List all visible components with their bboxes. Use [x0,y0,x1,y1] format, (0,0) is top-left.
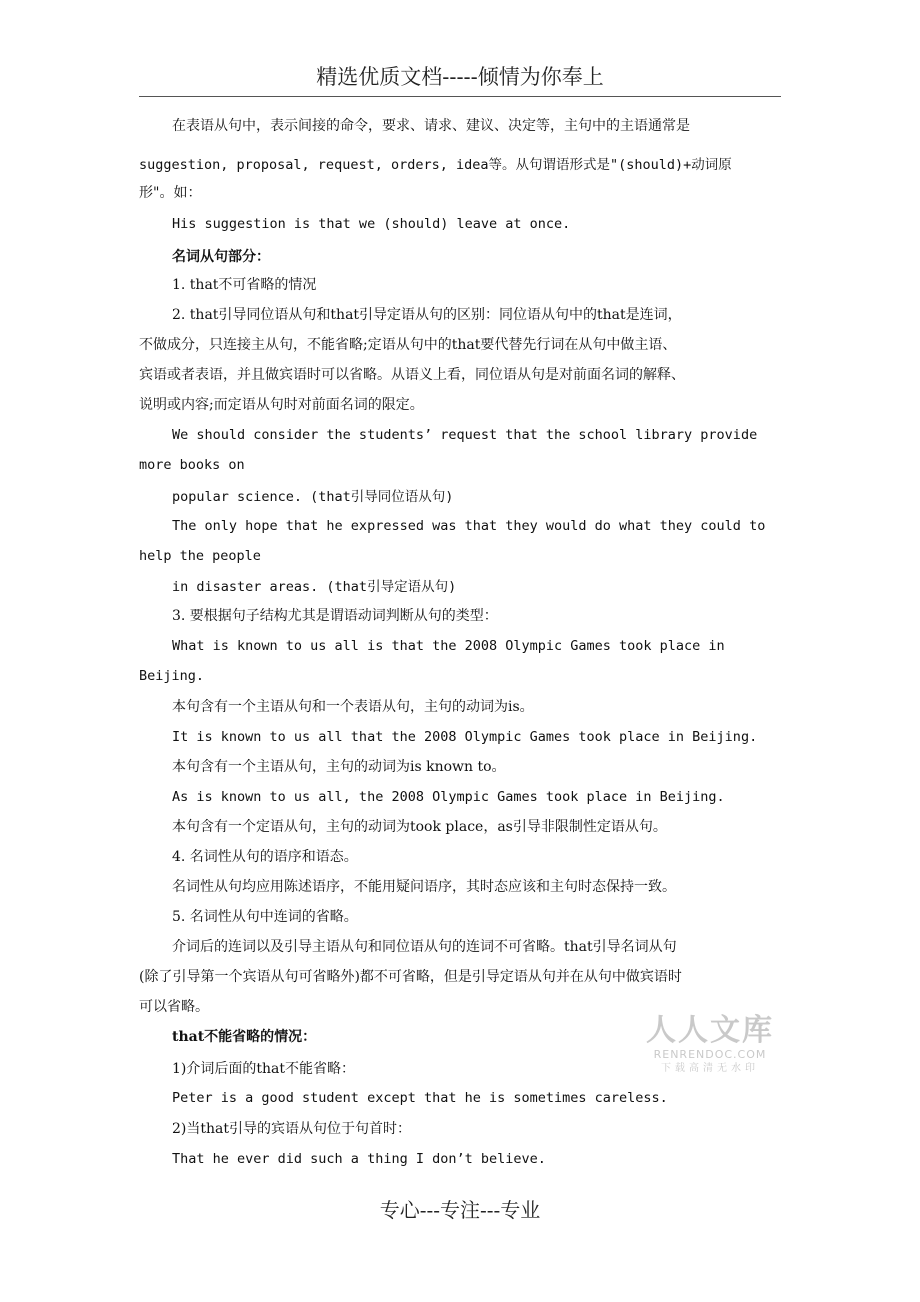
example-sentence: more books on [139,457,245,473]
list-item: 1. that不可省略的情况 [172,277,317,293]
paragraph-line: 形"。如： [139,185,202,201]
page-header: 精选优质文档-----倾情为你奉上 [139,62,781,97]
section-heading: that不能省略的情况： [172,1029,317,1045]
list-item: 5. 名词性从句中连词的省略。 [172,909,358,925]
watermark-subtitle: 下载高清无水印 [661,1063,759,1074]
paragraph-line: 本句含有一个主语从句，主句的动词为is known to。 [172,759,506,775]
paragraph-line: (除了引导第一个宾语从句可省略外)都不可省略，但是引导定语从句并在从句中做宾语时 [139,969,682,985]
example-sentence: Peter is a good student except that he is sometimes careless. [172,1090,668,1106]
watermark-logo [646,1014,774,1076]
paragraph-line: suggestion, proposal, request, orders, idea等。从句谓语形式是"(should)+动词原 [139,157,732,173]
example-sentence: That he ever did such a thing I don’t believe. [172,1151,546,1167]
example-sentence: We should consider the students’ request that the school library provide [172,427,758,443]
example-sentence: Beijing. [139,668,205,684]
list-item: 3. 要根据句子结构尤其是谓语动词判断从句的类型： [172,608,498,624]
paragraph-line: 在表语从句中，表示间接的命令，要求、请求、建议、决定等，主句中的主语通常是 [172,118,690,134]
list-item: 1)介词后面的that不能省略： [172,1061,355,1077]
example-sentence: The only hope that he expressed was that they would do what they could to [172,518,766,534]
example-sentence: help the people [139,548,261,564]
list-item: 4. 名词性从句的语序和语态。 [172,849,358,865]
paragraph-line: 可以省略。 [139,999,209,1015]
example-sentence: What is known to us all is that the 2008 Olympic Games took place in [172,638,725,654]
paragraph-line: 名词性从句均应用陈述语序，不能用疑问语序，其时态应该和主句时态保持一致。 [172,879,676,895]
paragraph-line: 宾语或者表语，并且做宾语时可以省略。从语义上看，同位语从句是对前面名词的解释、 [139,367,685,383]
example-sentence: It is known to us all that the 2008 Olympic Games took place in Beijing. [172,729,758,745]
paragraph-line: 不做成分，只连接主从句，不能省略;定语从句中的that要代替先行词在从句中做主语、 [139,337,677,353]
list-item: 2. that引导同位语从句和that引导定语从句的区别：同位语从句中的that是连词， [172,307,682,323]
section-heading: 名词从句部分： [172,249,270,265]
watermark-brand: 人人文库 [646,1013,774,1048]
watermark-url: RENRENDOC.COM [653,1048,767,1061]
example-sentence: popular science. (that引导同位语从句) [172,489,454,505]
example-sentence: in disaster areas. (that引导定语从句) [172,579,457,595]
example-sentence: His suggestion is that we (should) leave at once. [172,216,571,232]
paragraph-line: 本句含有一个主语从句和一个表语从句，主句的动词为is。 [172,699,534,715]
paragraph-line: 介词后的连词以及引导主语从句和同位语从句的连词不可省略。that引导名词从句 [172,939,677,955]
paragraph-line: 本句含有一个定语从句，主句的动词为took place，as引导非限制性定语从句。 [172,819,667,835]
list-item: 2)当that引导的宾语从句位于句首时： [172,1121,411,1137]
page-footer: 专心---专注---专业 [379,1198,541,1222]
paragraph-line: 说明或内容;而定语从句时对前面名词的限定。 [139,397,424,413]
example-sentence: As is known to us all, the 2008 Olympic Games took place in Beijing. [172,789,725,805]
